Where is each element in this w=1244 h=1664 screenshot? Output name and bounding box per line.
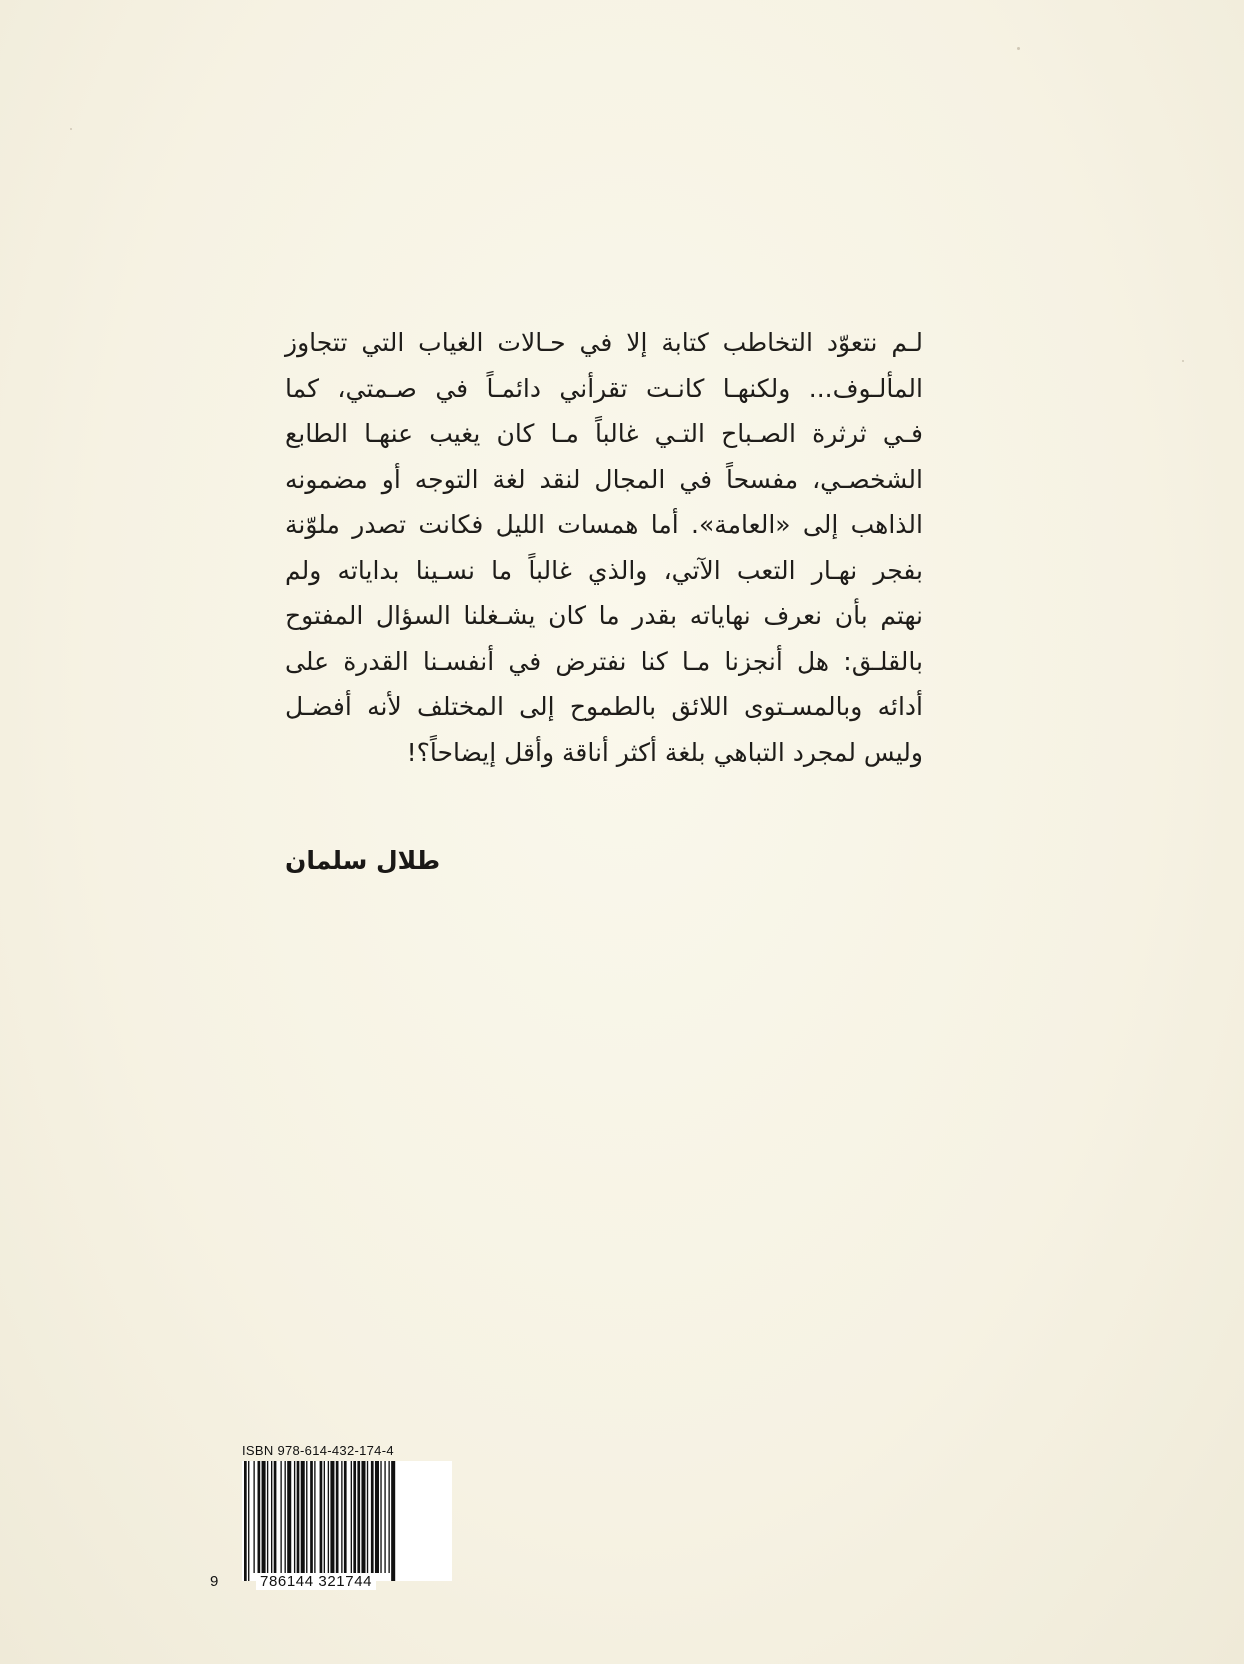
barcode-bar — [341, 1461, 342, 1573]
barcode-bar — [244, 1461, 247, 1581]
blurb-line: لـم نتعوّد التخاطب كتابة إلا في حـالات الغياب التي تتجاوز — [285, 328, 923, 357]
barcode-bar — [328, 1461, 329, 1573]
barcode-bar — [310, 1461, 313, 1573]
isbn-barcode-block — [208, 1443, 458, 1593]
barcode-bar — [357, 1461, 360, 1573]
barcode-bar — [267, 1461, 268, 1573]
author-name: طلال سلمان — [285, 846, 441, 875]
barcode-bar — [314, 1461, 315, 1573]
blurb-line: فـي ثرثرة الصـباح التـي غالباً مـا كان يغيب عنهـا الطابع — [285, 419, 923, 448]
barcode-bar — [351, 1461, 352, 1573]
barcode-bar — [301, 1461, 305, 1573]
barcode-bar — [320, 1461, 323, 1581]
barcode-bar — [388, 1461, 389, 1573]
blurb-line: الذاهب إلى «العامة». أما همسات الليل فكانت تصدر ملوّنة — [285, 510, 923, 539]
barcode-bar — [253, 1461, 254, 1573]
blurb-line: بفجر نهـار التعب الآتي، والذي غالباً ما نسـينا بداياته ولم — [285, 555, 923, 585]
barcode-bar — [287, 1461, 291, 1573]
barcode-bar — [271, 1461, 272, 1573]
barcode-bar — [367, 1461, 368, 1573]
barcode-bar — [280, 1461, 281, 1573]
isbn-label: ISBN 978-614-432-174-4 — [242, 1443, 394, 1458]
barcode-bar — [306, 1461, 307, 1573]
barcode-bar — [371, 1461, 374, 1573]
barcode-bar — [336, 1461, 339, 1573]
barcode-bar — [324, 1461, 325, 1581]
barcode-bar — [294, 1461, 295, 1573]
barcode-bar — [361, 1461, 365, 1573]
barcode-bar — [274, 1461, 277, 1573]
barcode-bar — [258, 1461, 261, 1573]
barcode-bar — [262, 1461, 266, 1573]
barcode-bar — [285, 1461, 286, 1573]
paper-speck — [70, 128, 72, 130]
blurb-line: وليس لمجرد التباهي بلغة أكثر أناقة وأقل إيضاحاً؟! — [406, 737, 923, 767]
barcode-digits — [208, 1573, 458, 1593]
barcode-first-digit: 9 — [210, 1573, 219, 1590]
paper-speck — [1017, 47, 1020, 50]
blurb-line: المألـوف... ولكنهـا كانـت تقرأني دائمـاً في صـمتي، كما — [285, 373, 923, 403]
blurb-text — [285, 320, 923, 775]
paper-speck — [1182, 360, 1184, 362]
barcode-bar — [380, 1461, 381, 1573]
barcode-bar — [248, 1461, 249, 1581]
barcode-bar — [330, 1461, 334, 1573]
barcode-bar — [375, 1461, 379, 1573]
blurb-line: بالقلـق: هل أنجزنا مـا كنا نفترض في أنفسـنا القدرة على — [285, 646, 923, 676]
barcode-bar — [344, 1461, 347, 1573]
barcode-bar — [297, 1461, 300, 1573]
blurb-line: نهتم بأن نعرف نهاياته بقدر ما كان يشـغلنا السؤال المفتوح — [285, 601, 923, 630]
barcode-bar — [384, 1461, 385, 1573]
blurb-line: الشخصـي، مفسحاً في المجال لنقد لغة التوجه أو مضمونه — [285, 464, 923, 494]
blurb-line: أدائه وبالمسـتوى اللائق بالطموح إلى المختلف لأنه أفضـل — [285, 692, 923, 721]
barcode-digit-groups: 786144 321744 — [256, 1573, 376, 1590]
barcode-icon — [242, 1461, 452, 1581]
barcode-bar — [353, 1461, 356, 1573]
barcode-bar — [391, 1461, 395, 1581]
